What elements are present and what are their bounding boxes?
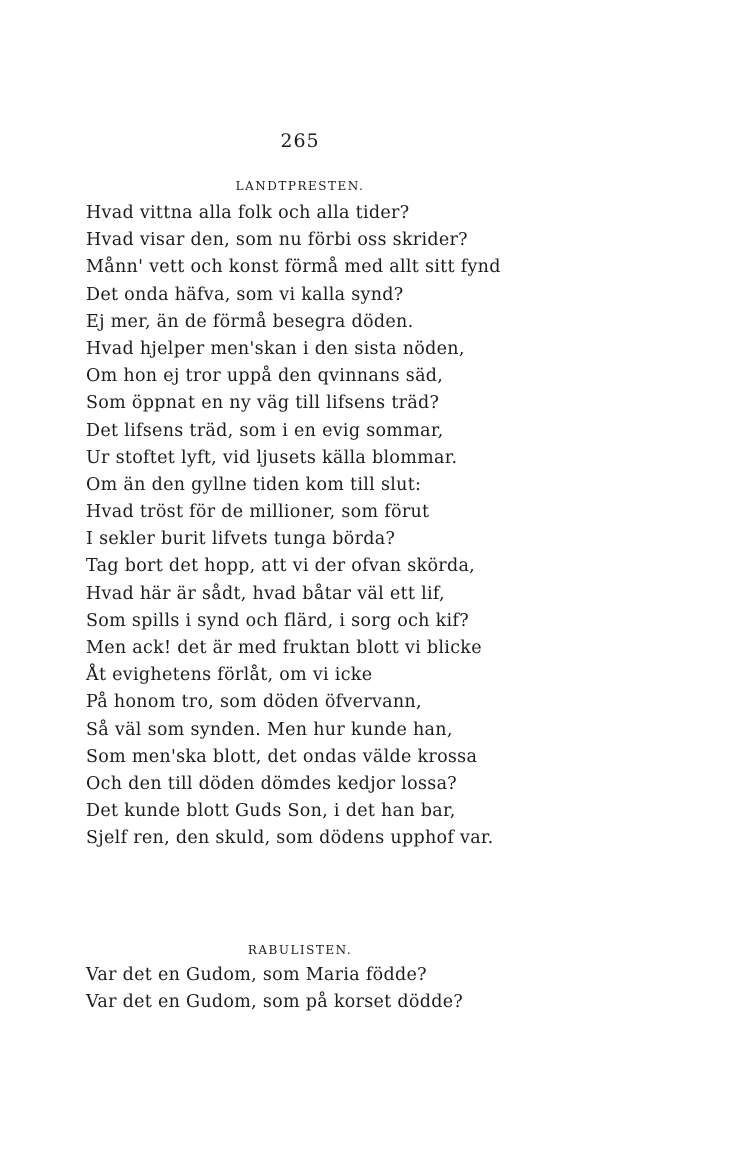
verse-line: Var det en Gudom, som Maria födde? — [86, 965, 427, 985]
speaker-heading: LANDTPRESTEN. — [235, 179, 365, 193]
verse-line: Och den till döden dömdes kedjor lossa? — [86, 773, 457, 794]
verse-line: Hvad hjelper men'skan i den sista nöden, — [86, 338, 465, 359]
verse-line: I sekler burit lifvets tunga börda? — [86, 529, 396, 550]
verse-line: Hvad vittna alla folk och alla tider? — [86, 203, 410, 223]
speaker-heading: RABULISTEN. — [247, 943, 353, 957]
verse-line: Ej mer, än de förmå besegra döden. — [86, 311, 414, 332]
verse-line: Ur stoftet lyft, vid ljusets källa blommar. — [86, 447, 458, 468]
verse-stanza — [86, 962, 463, 1016]
verse-line: Det lifsens träd, som i en evig sommar, — [86, 420, 444, 441]
verse-line: Som men'ska blott, det ondas välde krossa — [86, 746, 478, 767]
verse-line: Om än den gyllne tiden kom till slut: — [86, 474, 422, 495]
verse-line: Så väl som synden. Men hur kunde han, — [86, 719, 453, 740]
verse-line: Månn' vett och konst förmå med allt sitt fynd — [86, 257, 501, 278]
verse-line: Hvad visar den, som nu förbi oss skrider? — [86, 230, 468, 251]
verse-line: Tag bort det hopp, att vi der ofvan skörda, — [86, 556, 476, 577]
verse-line: Var det en Gudom, som på korset dödde? — [86, 992, 464, 1013]
verse-line: På honom tro, som döden öfvervann, — [86, 692, 422, 713]
verse-line: Men ack! det är med fruktan blott vi blicke — [86, 638, 482, 658]
verse-line: Åt evighetens förlåt, om vi icke — [86, 665, 373, 686]
verse-line: Det kunde blott Guds Son, i det han bar, — [86, 801, 456, 822]
verse-line: Hvad tröst för de millioner, som förut — [86, 502, 430, 523]
verse-line: Det onda häfva, som vi kalla synd? — [86, 284, 404, 305]
verse-line: Om hon ej tror uppå den qvinnans säd, — [86, 366, 444, 387]
verse-stanza — [86, 200, 501, 853]
page-number: 265 — [280, 130, 320, 152]
verse-line: Som öppnat en ny väg till lifsens träd? — [86, 393, 440, 414]
verse-line: Hvad här är sådt, hvad båtar väl ett lif, — [86, 583, 445, 604]
verse-line: Som spills i synd och flärd, i sorg och kif? — [86, 610, 469, 631]
verse-line: Sjelf ren, den skuld, som dödens upphof var. — [86, 828, 494, 849]
